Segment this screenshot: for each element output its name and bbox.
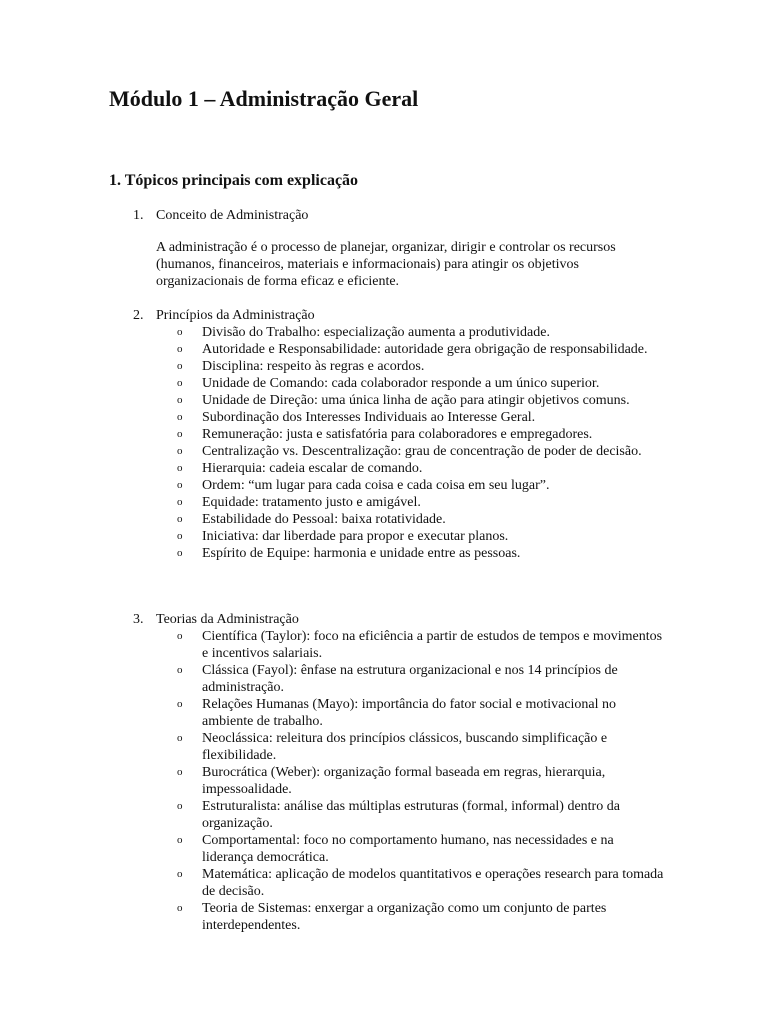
list-item: o Centralização vs. Descentralização: grau de concentração de poder de decisão.: [177, 444, 642, 459]
list-item: o Científica (Taylor): foco na eficiência a partir de estudos de tempos e movimentos e incentivos salariais.: [177, 629, 663, 661]
bullet-marker: o: [177, 411, 183, 423]
list-item: o Subordinação dos Interesses Individuais ao Interesse Geral.: [177, 410, 536, 425]
list-item: o Disciplina: respeito às regras e acordos.: [177, 359, 425, 374]
bullet-marker: o: [177, 360, 183, 372]
bullet-marker: o: [177, 343, 183, 355]
list-item: o Estruturalista: análise das múltiplas estruturas (formal, informal) dentro da organização.: [177, 799, 620, 831]
bullet-marker: o: [177, 462, 183, 474]
bullet-marker: o: [177, 445, 183, 457]
list-item: o Teoria de Sistemas: enxergar a organização como um conjunto de partes interdependentes.: [177, 901, 607, 933]
bullet-marker: o: [177, 800, 183, 812]
document-title: Módulo 1 – Administração Geral: [109, 86, 419, 111]
concept-paragraph: A administração é o processo de planejar, organizar, dirigir e controlar os recursos (humanos, financeiros, materiais e informacionais) para atingir os objetivos organizacionais de forma eficaz e eficiente.: [156, 240, 616, 289]
bullet-marker: o: [177, 732, 183, 744]
bullet-marker: o: [177, 902, 183, 914]
list-item: o Divisão do Trabalho: especialização aumenta a produtividade.: [177, 325, 550, 340]
bullet-marker: o: [177, 479, 183, 491]
bullet-marker: o: [177, 834, 183, 846]
item-number: 2.: [133, 308, 144, 323]
item-number: 1.: [133, 208, 144, 223]
list-item: o Unidade de Direção: uma única linha de ação para atingir objetivos comuns.: [177, 393, 630, 408]
bullet-marker: o: [177, 630, 183, 642]
item-label: Conceito de Administração: [156, 208, 309, 223]
list-item: o Unidade de Comando: cada colaborador responde a um único superior.: [177, 376, 600, 391]
list-item: o Iniciativa: dar liberdade para propor e executar planos.: [177, 529, 509, 544]
bullet-marker: o: [177, 766, 183, 778]
bullet-marker: o: [177, 326, 183, 338]
bullet-marker: o: [177, 377, 183, 389]
bullet-marker: o: [177, 868, 183, 880]
principles-list: [0, 324, 664, 562]
bullet-marker: o: [177, 496, 183, 508]
bullet-marker: o: [177, 698, 183, 710]
list-item: o Comportamental: foco no comportamento humano, nas necessidades e na liderança democrática.: [177, 833, 614, 865]
item-number: 3.: [133, 612, 144, 627]
list-item: o Hierarquia: cadeia escalar de comando.: [177, 461, 423, 476]
bullet-marker: o: [177, 428, 183, 440]
section-heading: 1. Tópicos principais com explicação: [109, 172, 359, 189]
bullet-marker: o: [177, 394, 183, 406]
bullet-marker: o: [177, 547, 183, 559]
list-item: o Autoridade e Responsabilidade: autoridade gera obrigação de responsabilidade.: [177, 342, 648, 357]
theories-list: [0, 628, 664, 934]
list-item: o Neoclássica: releitura dos princípios clássicos, buscando simplificação e flexibilidade.: [177, 731, 608, 763]
list-item: o Ordem: “um lugar para cada coisa e cada coisa em seu lugar”.: [177, 478, 550, 493]
list-item: o Estabilidade do Pessoal: baixa rotatividade.: [177, 512, 446, 527]
list-item: o Clássica (Fayol): ênfase na estrutura organizacional e nos 14 princípios de administração.: [177, 663, 618, 695]
list-item: o Espírito de Equipe: harmonia e unidade entre as pessoas.: [177, 546, 521, 561]
list-item: o Remuneração: justa e satisfatória para colaboradores e empregadores.: [177, 427, 593, 442]
list-item: o Relações Humanas (Mayo): importância do fator social e motivacional no ambiente de trabalho.: [177, 697, 617, 729]
list-item: o Matemática: aplicação de modelos quantitativos e operações research para tomada de decisão.: [177, 867, 664, 899]
bullet-marker: o: [177, 513, 183, 525]
list-item: o Burocrática (Weber): organização formal baseada em regras, hierarquia, impessoalidade.: [177, 765, 606, 797]
list-item: o Equidade: tratamento justo e amigável.: [177, 495, 421, 510]
bullet-marker: o: [177, 530, 183, 542]
item-label: Teorias da Administração: [156, 612, 299, 627]
item-label: Princípios da Administração: [156, 308, 315, 323]
bullet-marker: o: [177, 664, 183, 676]
